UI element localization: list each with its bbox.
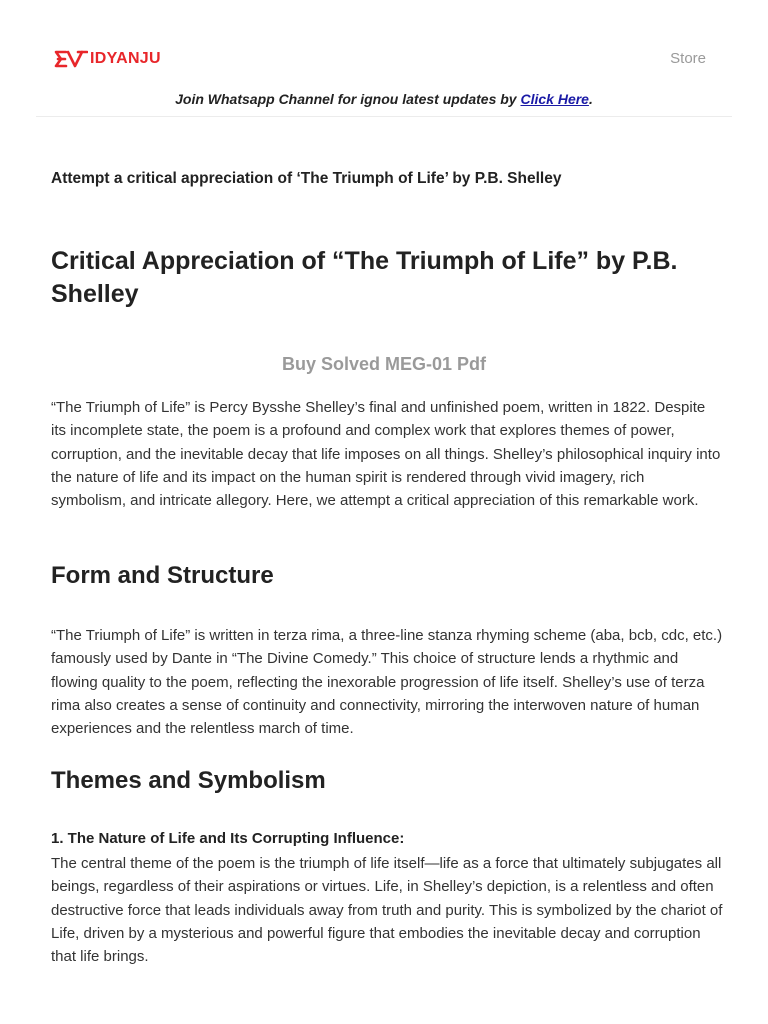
site-logo[interactable] <box>54 48 161 70</box>
article-title: Critical Appreciation of “The Triumph of Life” by P.B. Shelley <box>51 247 678 308</box>
theme-paragraph: The central theme of the poem is the triumph of life itself—life as a force that ultimately subjugates all beings, regardless of their aspirations or virtues. Life, in Shelley’s depiction, is a relentless and often destructive force that leads individuals away from truth and purity. This is symbolized by the chariot of Life, driven by a mysterious and powerful figure that embodies the inevitable decay and corruption that life brings. <box>51 855 723 966</box>
intro-paragraph: “The Triumph of Life” is Percy Bysshe Shelley’s final and unfinished poem, written in 1822. Despite its incomplete state, the poem is a profound and complex work that explores themes of power, corruption, and the inevitable decay that life imposes on all things. Shelley’s philosophical inquiry into the nature of life and its impact on the human spirit is rendered through vivid imagery, rich symbolism, and intricate allegory. Here, we attempt a critical appreciation of this remarkable work. <box>51 399 721 510</box>
site-header <box>0 0 768 117</box>
buy-pdf-link[interactable]: Buy Solved MEG-01 Pdf <box>281 354 487 374</box>
logo-mark-icon <box>54 49 88 69</box>
subsection-heading: 1. The Nature of Life and Its Corrupting Influence: <box>51 830 405 847</box>
store-link[interactable]: Store <box>670 50 706 67</box>
notice-end: . <box>588 91 593 107</box>
section-heading-form: Form and Structure <box>51 562 274 589</box>
form-paragraph: “The Triumph of Life” is written in terza rima, a three-line stanza rhyming scheme (aba, bcb, cdc, etc.) famously used by Dante in “The Divine Comedy.” This choice of structure lends a rhythmic and flowing quality to the poem, reflecting the inexorable progression of life itself. Shelley’s use of terza rima also creates a sense of continuity and connectivity, mirroring the interwoven nature of human experiences and the relentless march of time. <box>51 627 723 738</box>
question-text: Attempt a critical appreciation of ‘The Triumph of Life’ by P.B. Shelley <box>51 170 562 187</box>
whatsapp-notice <box>0 91 768 107</box>
header-divider <box>36 116 732 117</box>
notice-text: Join Whatsapp Channel for ignou latest updates by <box>175 91 521 107</box>
click-here-link[interactable]: Click Here <box>520 91 589 107</box>
section-heading-themes: Themes and Symbolism <box>51 767 326 794</box>
logo-text: IDYANJU <box>90 50 161 67</box>
